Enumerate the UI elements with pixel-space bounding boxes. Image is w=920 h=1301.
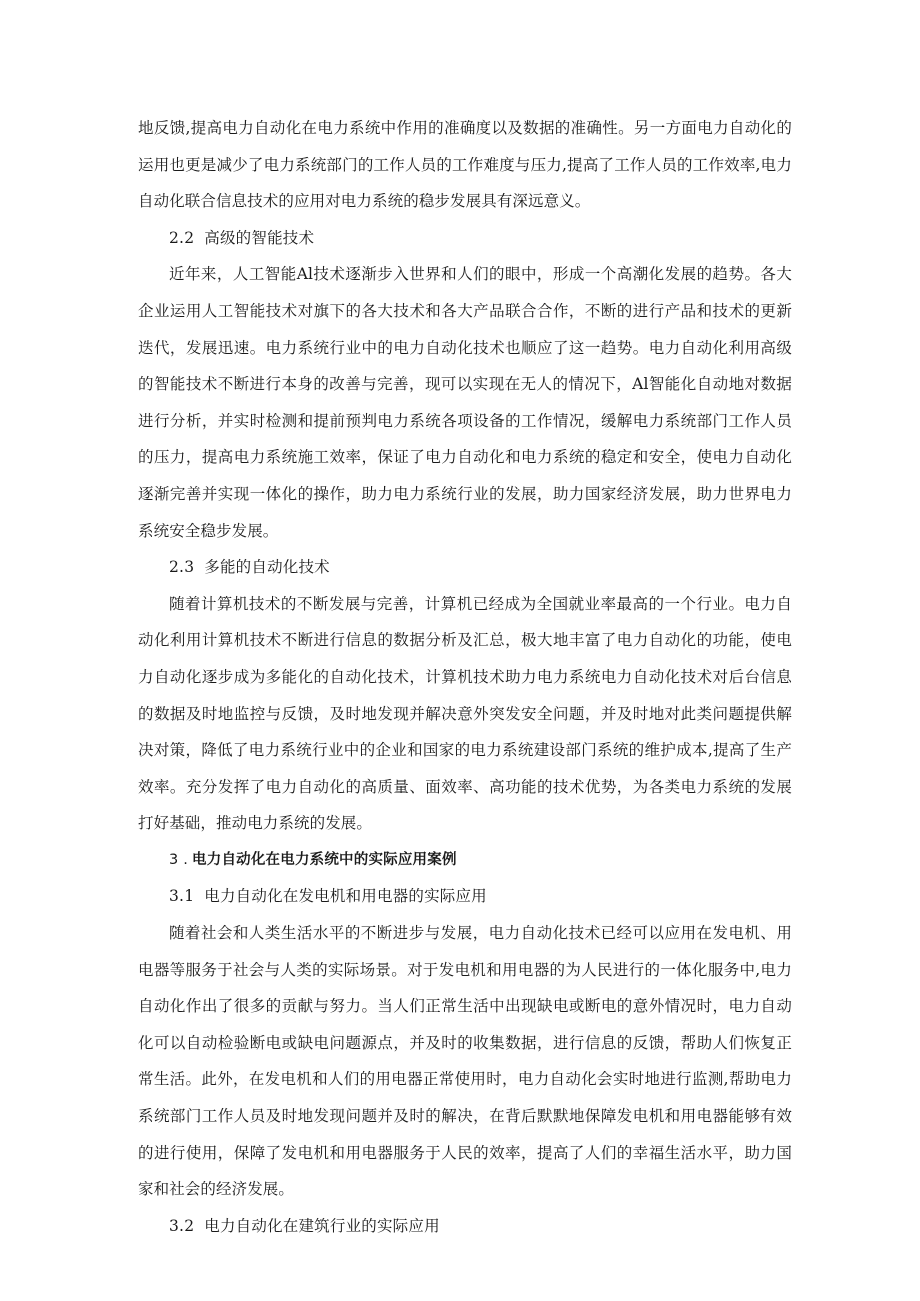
section-heading-2-2 — [138, 220, 792, 257]
section-heading-2-3 — [138, 549, 792, 586]
paragraph-generator-appliance: 随着社会和人类生活水平的不断进步与发展，电力自动化技术已经可以应用在发电机、用电器等服务于社会与人类的实际场景。对于发电机和用电器的为人民进行的一体化服务中,电力自动化作出了很多的贡献与努力。当人们正常生活中出现缺电或断电的意外情况时，电力自动化可以自动检验断电或缺电问题源点，并及时的收集数据，进行信息的反馈，帮助人们恢复正常生活。此外，在发电机和人们的用电器正常使用时，电力自动化会实时地进行监测,帮助电力系统部门工作人员及时地发现问题并及时的解决，在背后默默地保障发电机和用电器能够有效的进行使用，保障了发电机和用电器服务于人民的效率，提高了人们的幸福生活水平，助力国家和社会的经济发展。 — [138, 924, 792, 1199]
paragraph-intelligent-tech: 近年来，人工智能Al技术逐渐步入世界和人们的眼中，形成一个高潮化发展的趋势。各大企业运用人工智能技术对旗下的各大技术和各大产品联合合作，不断的进行产品和技术的更新迭代，发展迅速。电力系统行业中的电力自动化技术也顺应了这一趋势。电力自动化利用高级的智能技术不断进行本身的改善与完善，现可以实现在无人的情况下，Al智能化自动地对数据进行分析，并实时检测和提前预判电力系统各项设备的工作情况，缓解电力系统部门工作人员的压力，提高电力系统施工效率，保证了电力自动化和电力系统的稳定和安全，使电力自动化逐渐完善并实现一体化的操作，助力电力系统行业的发展，助力国家经济发展，助力世界电力系统安全稳步发展。 — [138, 265, 792, 540]
section-title: 电力自动化在发电机和用电器的实际应用 — [204, 887, 487, 906]
chapter-heading-3 — [138, 842, 792, 879]
document-page — [138, 110, 792, 1244]
paragraph-multi-automation: 随着计算机技术的不断发展与完善，计算机已经成为全国就业率最高的一个行业。电力自动化利用计算机技术不断进行信息的数据分析及汇总，极大地丰富了电力自动化的功能，使电力自动化逐步成为多能化的自动化技术，计算机技术助力电力系统电力自动化技术对后台信息的数据及时地监控与反馈，及时地发现并解决意外突发安全问题，并及时地对此类问题提供解决对策，降低了电力系统行业中的企业和国家的电力系统建设部门系统的维护成本,提高了生产效率。充分发挥了电力自动化的高质量、面效率、高功能的技术优势，为各类电力系统的发展打好基础，推动电力系统的发展。 — [138, 594, 792, 833]
chapter-title: 电力自动化在电力系统中的实际应用案例 — [192, 851, 457, 868]
section-number: 3.2 — [169, 1216, 195, 1235]
section-title: 多能的自动化技术 — [204, 558, 330, 577]
paragraph-continued: 地反馈,提高电力自动化在电力系统中作用的准确度以及数据的准确性。另一方面电力自动化的运用也更是减少了电力系统部门的工作人员的工作难度与压力,提高了工作人员的工作效率,电力自动化联合信息技术的应用对电力系统的稳步发展具有深远意义。 — [138, 119, 792, 211]
section-number: 3.1 — [169, 887, 195, 906]
section-heading-3-1 — [138, 878, 792, 915]
section-title: 电力自动化在建筑行业的实际应用 — [204, 1216, 440, 1235]
section-number: 2.3 — [169, 558, 195, 577]
section-heading-3-2 — [138, 1208, 792, 1245]
section-title: 高级的智能技术 — [204, 228, 315, 247]
chapter-number: 3 . — [169, 851, 189, 868]
section-number: 2.2 — [169, 228, 195, 247]
